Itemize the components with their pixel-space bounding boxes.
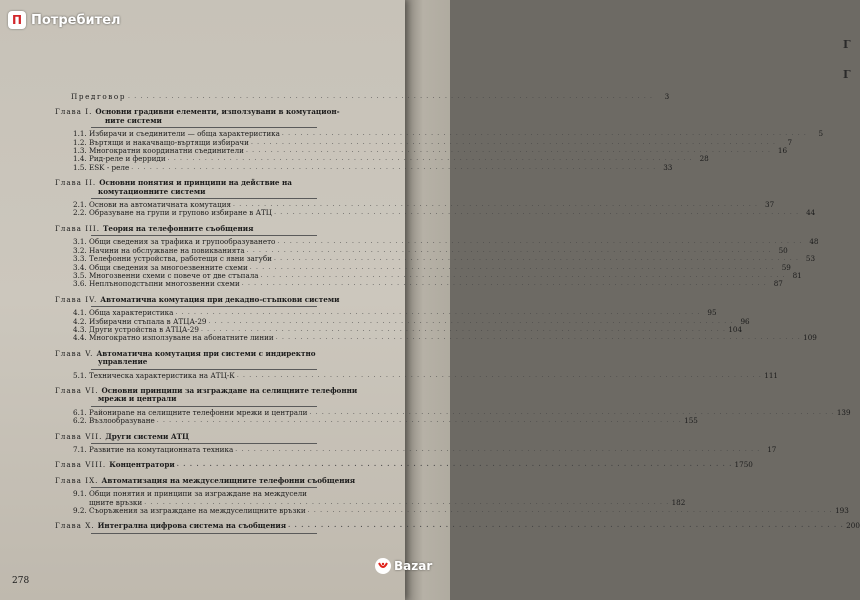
- leader-dots: [128, 93, 653, 101]
- section-title: Неплъноподстъпни многозвенни схеми: [89, 279, 240, 289]
- bazar-logo: [375, 558, 432, 574]
- section-number: 3.3.: [73, 254, 87, 264]
- divider: [91, 406, 317, 407]
- section-page: 16: [777, 146, 788, 156]
- section-title: Съоръжения за изграждане на междуселищните връзки: [89, 506, 306, 516]
- section-entry: [73, 506, 849, 516]
- adjacent-page-letter: Г: [843, 68, 851, 81]
- chapter-entry: [55, 477, 355, 485]
- section-number: 4.3.: [73, 324, 87, 334]
- section-title: Общи сведения за многоезвенните схеми: [89, 262, 248, 272]
- section-page: 5: [818, 129, 824, 139]
- section-number: 1.3.: [73, 146, 87, 156]
- divider: [91, 306, 317, 307]
- section-title: Многократно използуване на абонатните линии: [89, 333, 274, 343]
- section-page: 59: [781, 262, 791, 272]
- section-title: Избирачни стъпала в АТЦА-29: [89, 316, 207, 326]
- section-entry: [73, 279, 783, 289]
- section-title: Многозвенни схеми с повече от две стъпала: [89, 270, 259, 280]
- section-number: 4.4.: [73, 333, 87, 343]
- section-page: 139: [836, 407, 851, 417]
- section-entry: [73, 208, 816, 218]
- section-number: 6.2.: [73, 416, 87, 426]
- section-page: 111: [764, 370, 778, 380]
- section-number: 4.1.: [73, 308, 87, 318]
- chapter-label: Глава VI.: [55, 385, 99, 395]
- section-title: Техническа характеристика на АТЦ-К: [89, 370, 235, 380]
- section-page: 44: [806, 208, 816, 218]
- section-page: 28: [699, 154, 709, 164]
- chapter-title-cont: комутационните системи: [98, 186, 206, 196]
- user-icon: П: [8, 11, 26, 29]
- chapter-label: Глава III.: [55, 223, 101, 233]
- divider: [91, 127, 317, 128]
- chapter-title-cont: мрежи и централи: [98, 394, 177, 404]
- adjacent-page-letter: Г: [843, 38, 851, 51]
- section-page: 95: [707, 308, 717, 318]
- section-title: Въртящи и накачващо-въртящи избирачи: [89, 137, 249, 147]
- section-number: 3.6.: [73, 279, 87, 289]
- chapter-label: Глава IX.: [55, 475, 99, 485]
- section-title: Общи сведения за трафика и групообразуването: [89, 237, 276, 247]
- section-page: 37: [765, 200, 775, 210]
- divider: [91, 533, 317, 534]
- section-number: 1.2.: [73, 137, 87, 147]
- chapter-title: Основни понятия и принципи на действие на: [99, 178, 292, 188]
- section-page: 182: [671, 497, 686, 507]
- chapter-entry: [55, 225, 355, 233]
- chapter-title: Други системи АТЦ: [105, 431, 189, 441]
- chapter-title: Интегрална цифрова система на съобщения: [97, 521, 287, 531]
- divider: [91, 198, 317, 199]
- section-page: 155: [684, 416, 698, 426]
- preface-entry: [55, 92, 670, 101]
- section-page: 109: [803, 333, 817, 343]
- chapter-title: Основни градивни елементи, използувани в комутацион-: [95, 107, 340, 117]
- section-title: Многократни координатни съединители: [89, 146, 244, 156]
- section-number: 9.2.: [73, 506, 87, 516]
- chapter-label: Глава II.: [55, 178, 97, 188]
- section-title: Избирачи и съединители — обща характеристика: [89, 129, 280, 139]
- page-number: 278: [12, 576, 30, 586]
- section-entry: [73, 333, 817, 343]
- section-title: Рид-реле и ферриди: [89, 154, 166, 164]
- preface-page: 3: [664, 92, 670, 101]
- section-page: 33: [663, 162, 673, 172]
- chapter-label: Глава X.: [55, 521, 95, 531]
- section-number: 9.1.: [73, 489, 87, 499]
- section-title: ESK - реле: [89, 162, 130, 172]
- section-page: 17: [767, 445, 777, 454]
- chapter-title: Автоматична комутация при декадно-стъпкови системи: [100, 294, 340, 304]
- chapter-label: Глава IV.: [55, 294, 98, 304]
- section-number: 1.1.: [73, 129, 87, 139]
- section-page: 87: [773, 279, 783, 289]
- chapter-page: 200: [846, 521, 860, 531]
- section-page: 48: [809, 237, 819, 247]
- section-number: 3.4.: [73, 262, 87, 272]
- chapter-entry: [55, 460, 753, 470]
- chapter-title: Концентратори: [109, 460, 175, 470]
- section-page: 53: [805, 254, 816, 264]
- section-number: 2.1.: [73, 200, 87, 210]
- section-number: 3.1.: [73, 237, 87, 247]
- bazar-logo-text: Bazar: [394, 559, 433, 573]
- section-number: 1.4.: [73, 154, 87, 164]
- section-number: 7.1.: [73, 445, 87, 454]
- section-page: 96: [740, 316, 750, 326]
- section-title-cont: щните връзки: [89, 497, 143, 507]
- section-title: Други устройства в АТЦА-29: [89, 324, 199, 334]
- chapter-entry: [55, 108, 355, 125]
- watermark: [8, 9, 121, 31]
- section-entry: [73, 445, 777, 454]
- chapter-title: Теория на телефонните съобщения: [103, 223, 254, 233]
- section-number: 3.2.: [73, 245, 87, 255]
- section-entry: [73, 370, 778, 380]
- preface-label: Предговор: [71, 92, 127, 101]
- chapter-entry: [55, 350, 355, 367]
- section-page: 7: [787, 137, 793, 147]
- chapter-entry: [55, 385, 358, 404]
- section-number: 6.1.: [73, 407, 87, 417]
- section-title: Възлообразуване: [89, 416, 155, 426]
- section-page: 193: [835, 506, 849, 516]
- section-number: 3.5.: [73, 270, 87, 280]
- chapter-label: Глава I.: [55, 107, 93, 117]
- section-number: 1.5.: [73, 162, 87, 172]
- divider: [91, 235, 317, 236]
- section-title: Общи понятия и принципи за изграждане на междусели: [89, 489, 307, 499]
- section-number: 2.2.: [73, 208, 87, 218]
- section-title: Телефонни устройства, работещи с явни загуби: [89, 254, 272, 264]
- section-title: Основи на автоматичната комутация: [89, 200, 232, 210]
- section-title: Развитие на комутационната техника: [89, 445, 234, 454]
- chapter-label: Глава VIII.: [55, 460, 107, 470]
- section-number: 4.2.: [73, 316, 87, 326]
- divider: [91, 487, 317, 488]
- chapter-label: Глава VII.: [55, 431, 103, 441]
- section-title: Районирane на селищните телефонни мрежи и централи: [89, 407, 308, 417]
- section-title: Образуване на групи и групово избиране в АТЦ: [89, 208, 273, 218]
- table-of-contents: [55, 92, 860, 536]
- chapter-entry: [55, 521, 860, 531]
- chapter-entry: [55, 433, 355, 441]
- section-title: Обща характеристика: [89, 308, 174, 318]
- bazar-logo-icon: [375, 558, 391, 574]
- section-page: 81: [792, 270, 802, 280]
- section-page: 50: [778, 245, 788, 255]
- chapter-page: 1750: [734, 460, 753, 470]
- section-title: Начини на обслужване на повикванията: [89, 245, 245, 255]
- divider: [91, 369, 317, 370]
- chapter-entry: [55, 296, 355, 304]
- chapter-label: Глава V.: [55, 348, 94, 358]
- chapter-title-cont: управление: [98, 357, 148, 367]
- chapter-title: Основни принципи за изграждане на селищните телефонни: [101, 385, 358, 395]
- section-entry: [73, 162, 673, 172]
- watermark-text: Потребител: [31, 12, 121, 28]
- chapter-entry: [55, 179, 355, 196]
- divider: [91, 443, 317, 444]
- chapter-title: Автоматизация на междуселищните телефонни съобщения: [101, 475, 356, 485]
- section-number: 5.1.: [73, 370, 87, 380]
- section-entry: [73, 416, 698, 426]
- section-page: 104: [728, 324, 743, 334]
- chapter-title-cont: ните системи: [105, 115, 162, 125]
- chapter-title: Автоматична комутация при системи с индиректно: [96, 348, 316, 358]
